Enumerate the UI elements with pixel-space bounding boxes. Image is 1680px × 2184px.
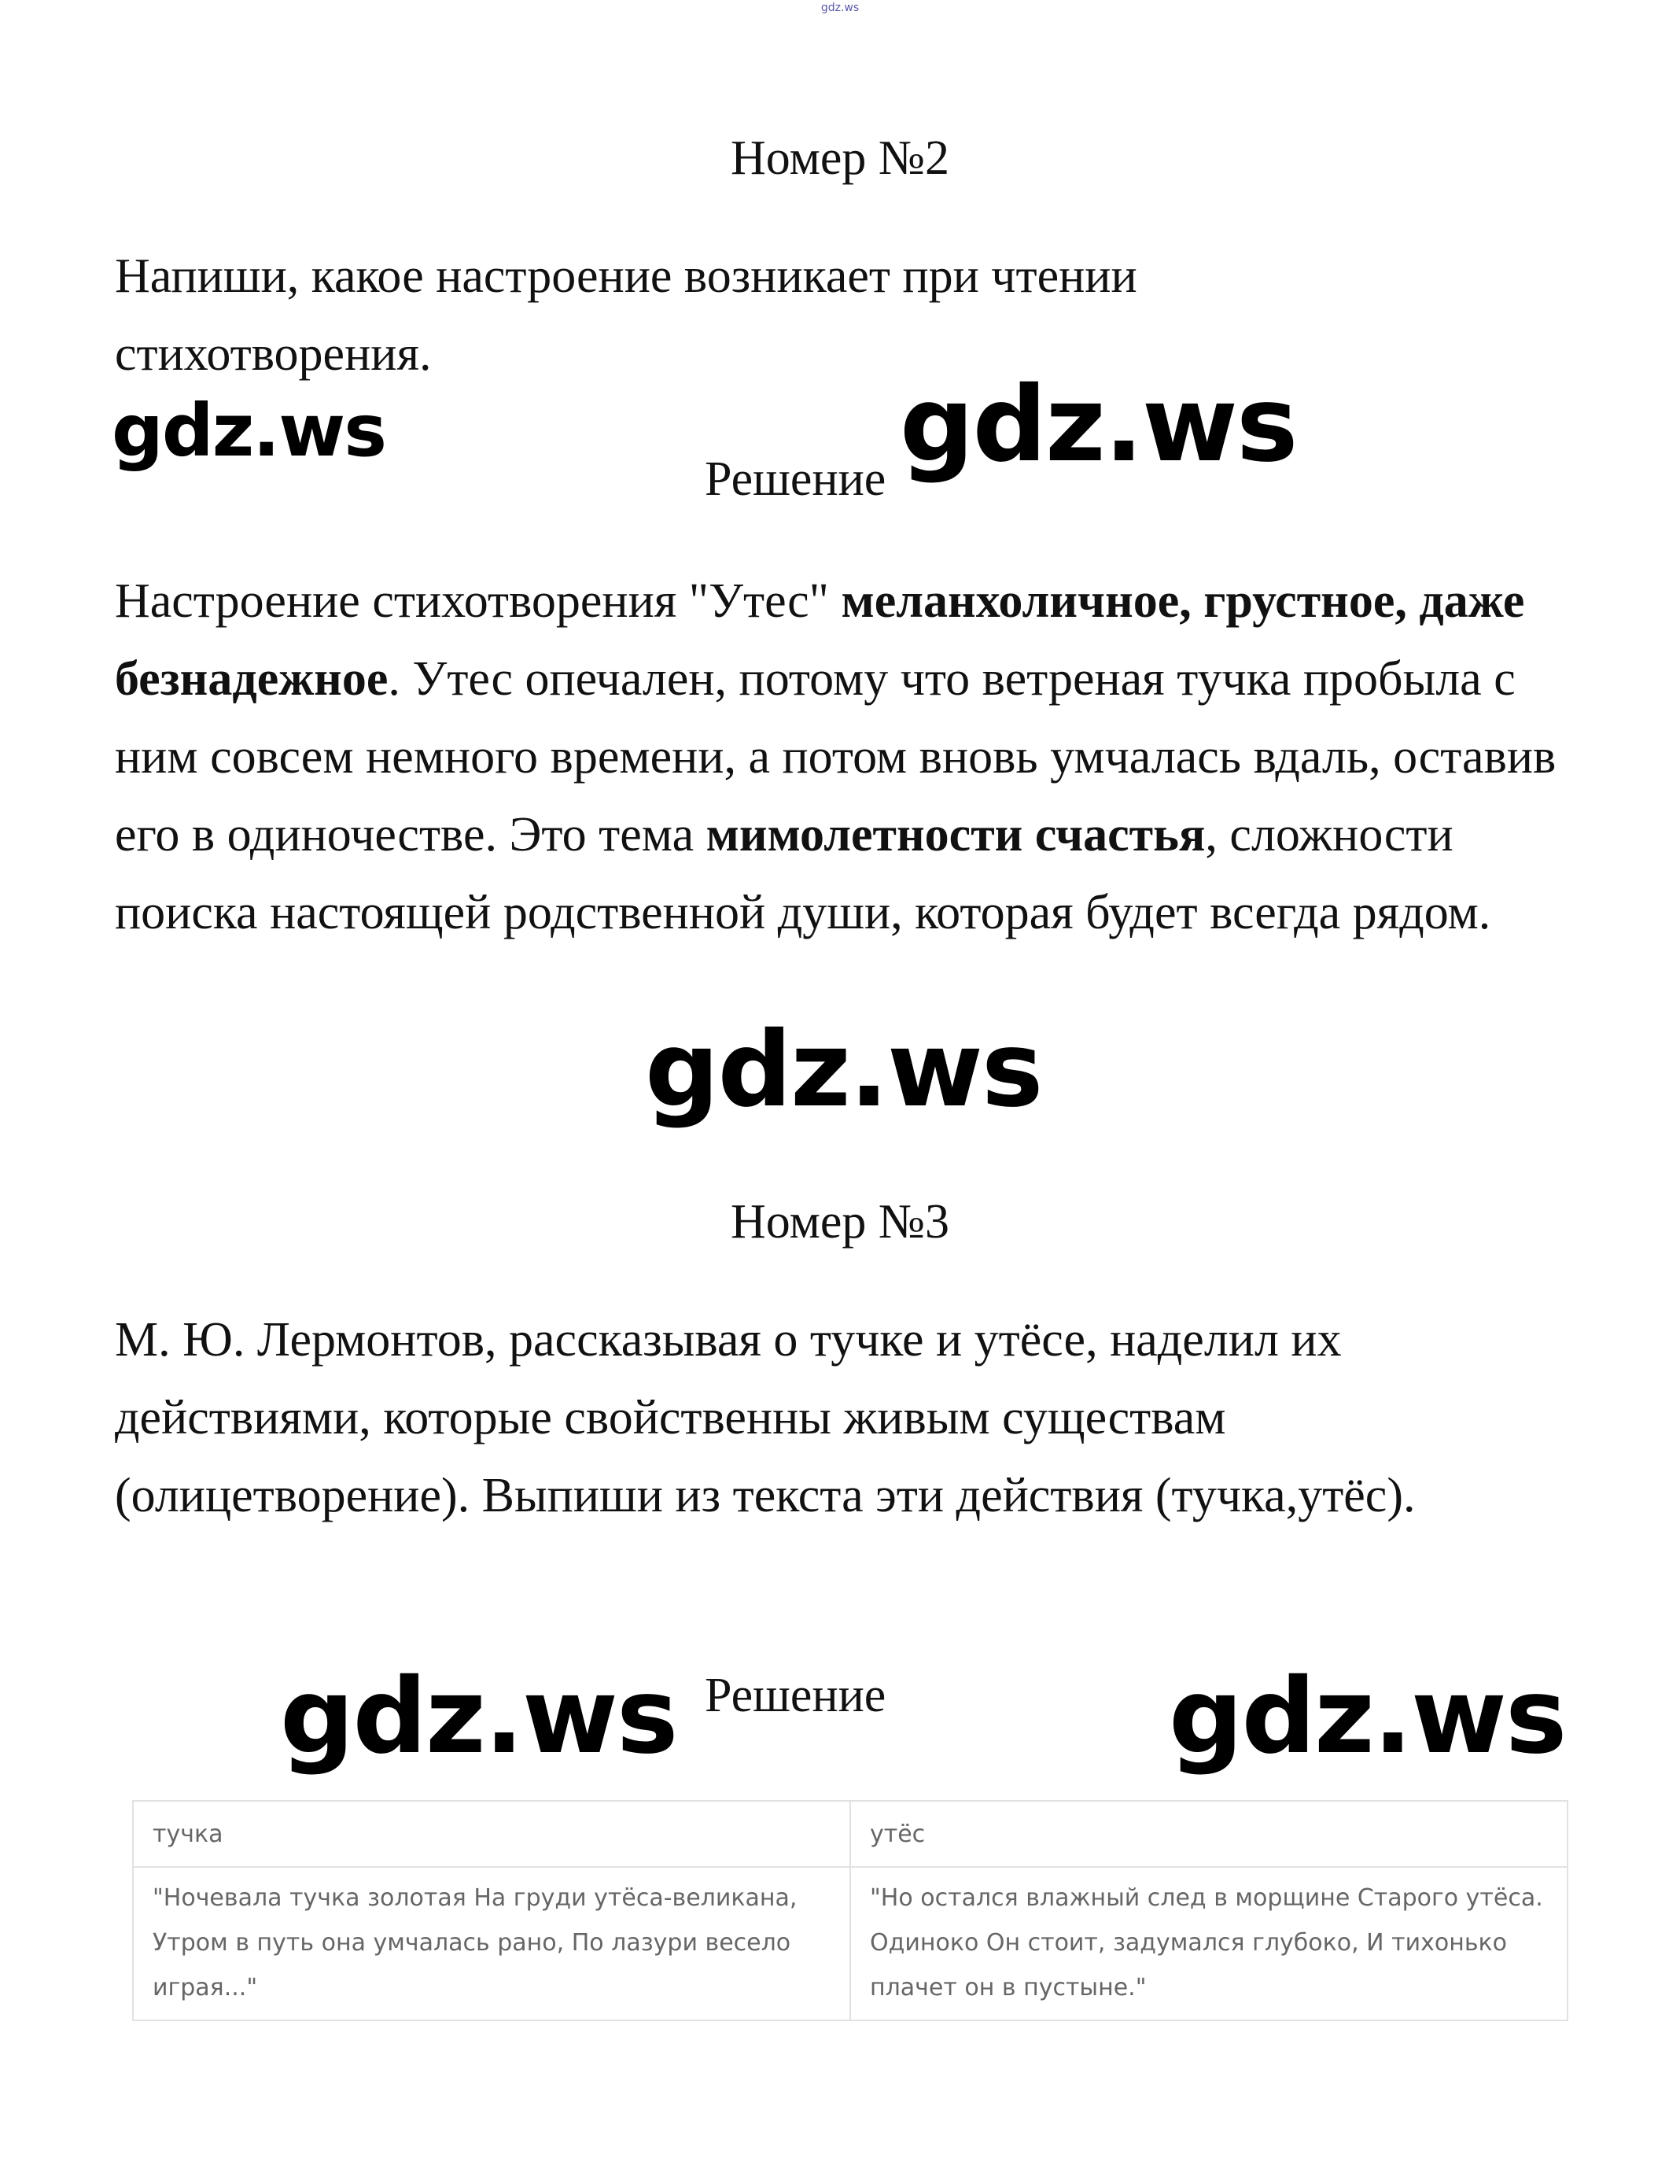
task2-title: Номер №2 [730, 131, 949, 185]
table-cell-cliff-actions: "Но остался влажный след в морщине Старого утёса. Одиноко Он стоит, задумался глубоко, И тихонько плачет он в пустыне." [850, 1867, 1568, 2020]
watermark-logo: gdz.ws [1169, 1656, 1566, 1777]
watermark-logo: gdz.ws [900, 364, 1297, 485]
answer-text: , сложности поиска настоящей родственной души, которая будет всегда рядом. [115, 808, 1491, 939]
task2-answer [115, 563, 1570, 952]
header-watermark: gdz.ws [820, 2, 860, 14]
table-header-row [133, 1801, 1568, 1867]
watermark-logo: gdz.ws [645, 1009, 1042, 1131]
column-header-cliff: утёс [850, 1801, 1568, 1867]
watermark-logo: gdz.ws [280, 1656, 677, 1777]
task2-solution-label: Решение [705, 452, 886, 506]
table-row [133, 1867, 1568, 2020]
watermark-logo: gdz.ws [112, 389, 385, 473]
answer-table [132, 1800, 1568, 2021]
answer-text: Настроение стихотворения "Утес" [115, 574, 842, 628]
task3-solution-label: Решение [705, 1669, 886, 1722]
answer-emphasis: мимолетности счастья [706, 808, 1206, 861]
column-header-cloud: тучка [133, 1801, 850, 1867]
task3-title: Номер №3 [730, 1195, 949, 1249]
task3-question: М. Ю. Лермонтов, рассказывая о тучке и утёсе, наделил их действиями, которые свойственны живым существам (олицетворение). Выпиши из текста эти действия (тучка,утёс). [115, 1313, 1416, 1522]
table-cell-cloud-actions: "Ночевала тучка золотая На груди утёса-великана, Утром в путь она умчалась рано, По лазури весело играя..." [133, 1867, 850, 2020]
task2-question: Напиши, какое настроение возникает при чтении стихотворения. [115, 249, 1137, 381]
answer-text: . Утес опечален, потому что ветреная тучка пробыла с ним совсем немного времени, а потом вновь умчалась вдаль, оставив его в одиночестве. Это тема [115, 652, 1557, 861]
answer-emphasis: меланхоличное, грустное, даже безнадежное [115, 574, 1525, 706]
